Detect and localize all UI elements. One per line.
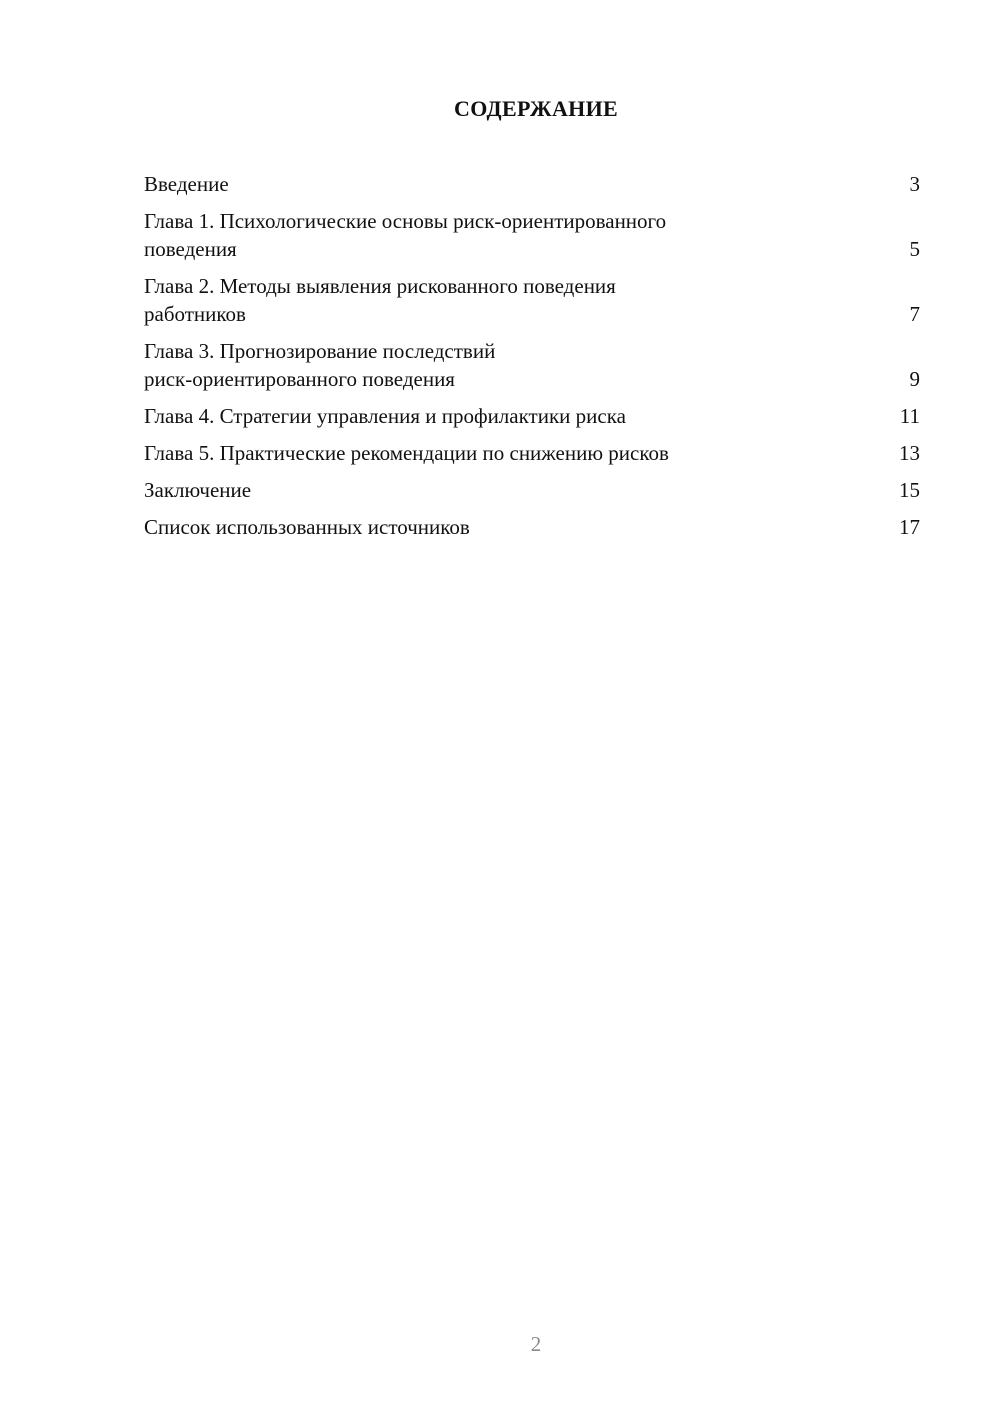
toc-entry-page: 9 bbox=[909, 367, 920, 391]
table-of-contents bbox=[144, 170, 920, 550]
toc-entry-references bbox=[144, 513, 920, 541]
toc-entry-label: Глава 4. Стратегии управления и профилактики риска bbox=[144, 404, 626, 428]
toc-entry-label: Глава 3. Прогнозирование последствий риск-ориентированного поведения bbox=[144, 339, 496, 391]
toc-entry-label: Список использованных источников bbox=[144, 515, 470, 539]
toc-entry-label: Заключение bbox=[144, 478, 252, 502]
toc-entry-chapter-3 bbox=[144, 337, 920, 393]
toc-entry-page: 11 bbox=[899, 404, 920, 428]
toc-entry-page: 5 bbox=[909, 237, 920, 261]
page-number: 2 bbox=[530, 1332, 542, 1356]
toc-entry-label: Глава 5. Практические рекомендации по снижению рисков bbox=[144, 441, 669, 465]
toc-entry-page: 15 bbox=[899, 478, 920, 502]
toc-entry-chapter-1 bbox=[144, 207, 920, 263]
toc-entry-label: Глава 1. Психологические основы риск-ориентированного поведения bbox=[144, 209, 667, 261]
toc-entry-page: 3 bbox=[909, 172, 920, 196]
toc-entry-chapter-2 bbox=[144, 272, 920, 328]
toc-entry-introduction bbox=[144, 170, 920, 198]
toc-entry-page: 17 bbox=[899, 515, 920, 539]
toc-entry-page: 13 bbox=[899, 441, 920, 465]
toc-entry-chapter-4 bbox=[144, 402, 920, 430]
toc-entry-chapter-5 bbox=[144, 439, 920, 467]
toc-entry-conclusion bbox=[144, 476, 920, 504]
toc-entry-label: Введение bbox=[144, 172, 229, 196]
toc-entry-page: 7 bbox=[909, 302, 920, 326]
page-title: СОДЕРЖАНИЕ bbox=[454, 96, 618, 121]
toc-entry-label: Глава 2. Методы выявления рискованного поведения работников bbox=[144, 274, 616, 326]
